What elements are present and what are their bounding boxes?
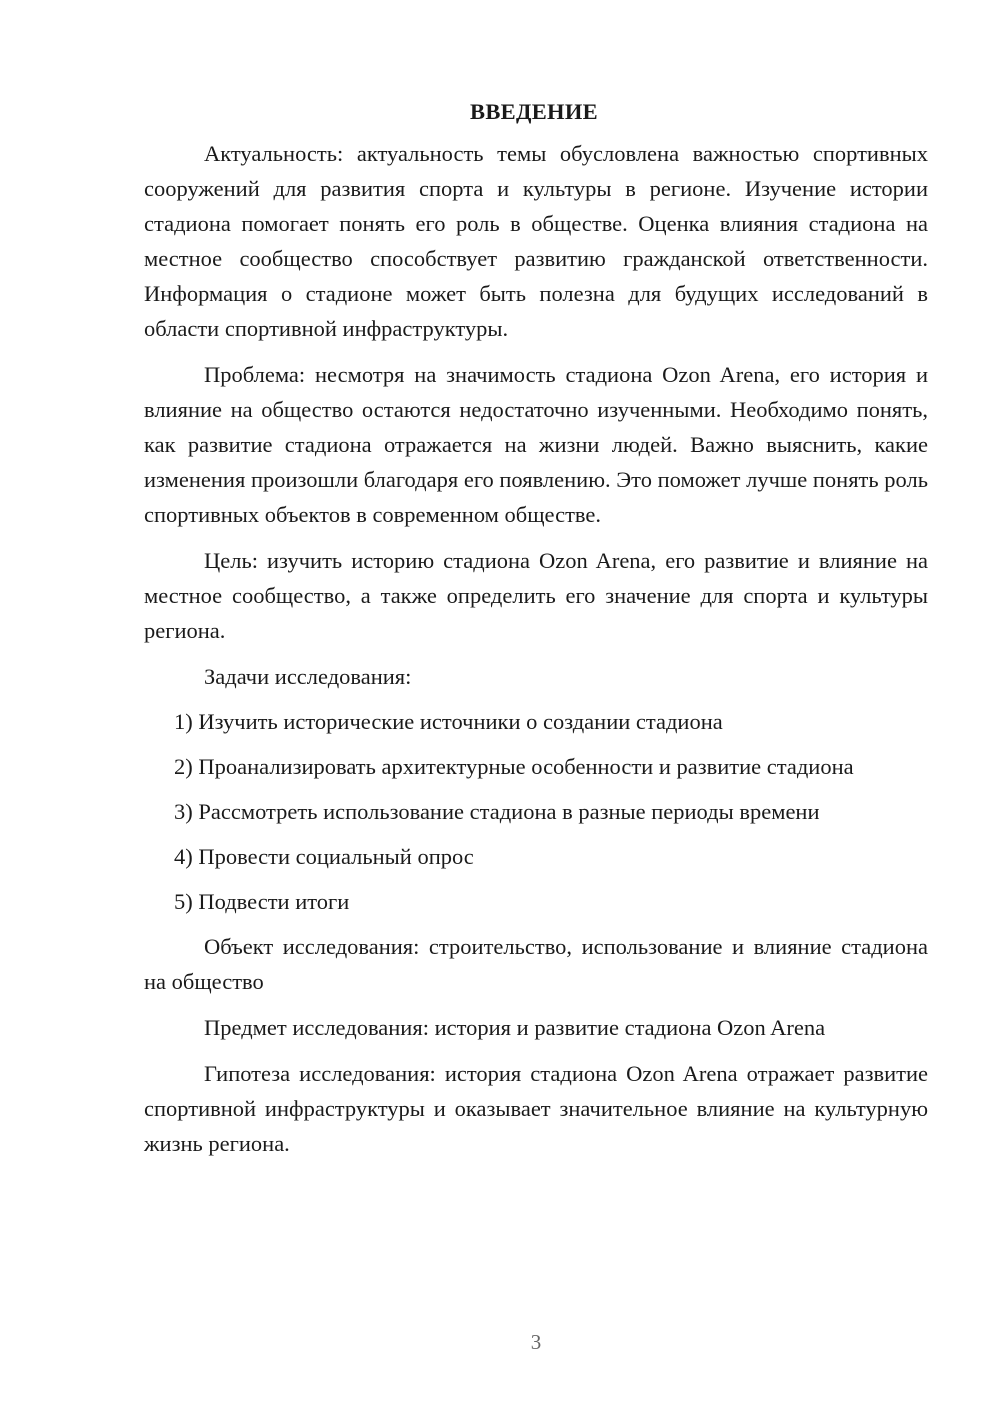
page-number: 3 xyxy=(530,1330,542,1354)
task-item-5: 5) Подвести итоги xyxy=(174,889,350,914)
paragraph-goal: Цель: изучить историю стадиона Ozon Arena, его развитие и влияние на местное сообщество, а также определить его значение для спорта и культуры региона. xyxy=(144,548,928,643)
tasks-list xyxy=(144,704,928,919)
page-content xyxy=(144,94,928,1172)
paragraph-problem: Проблема: несмотря на значимость стадиона Ozon Arena, его история и влияние на общество остаются недостаточно изученными. Необходимо понять, как развитие стадиона отражается на жизни людей. Важно выяснить, какие изменения произошли благодаря его появлению. Это поможет лучше понять роль спортивных объектов в современном обществе. xyxy=(144,362,928,527)
task-item-4: 4) Провести социальный опрос xyxy=(174,844,474,869)
section-title: ВВЕДЕНИЕ xyxy=(470,99,598,124)
paragraph-hypothesis: Гипотеза исследования: история стадиона Ozon Arena отражает развитие спортивной инфраструктуры и оказывает значительное влияние на культурную жизнь региона. xyxy=(144,1061,928,1156)
paragraph-object: Объект исследования: строительство, использование и влияние стадиона на общество xyxy=(144,934,928,994)
tasks-heading: Задачи исследования: xyxy=(204,664,412,689)
task-item-3: 3) Рассмотреть использование стадиона в разные периоды времени xyxy=(174,799,820,824)
paragraph-subject: Предмет исследования: история и развитие стадиона Ozon Arena xyxy=(204,1015,826,1040)
task-item-1: 1) Изучить исторические источники о создании стадиона xyxy=(174,709,723,734)
paragraph-relevance: Актуальность: актуальность темы обусловлена важностью спортивных сооружений для развития спорта и культуры в регионе. Изучение истории стадиона помогает понять его роль в обществе. Оценка влияния стадиона на местное сообщество способствует развитию гражданской ответственности. Информация о стадионе может быть полезна для будущих исследований в области спортивной инфраструктуры. xyxy=(144,141,928,341)
task-item-2: 2) Проанализировать архитектурные особенности и развитие стадиона xyxy=(174,754,854,779)
